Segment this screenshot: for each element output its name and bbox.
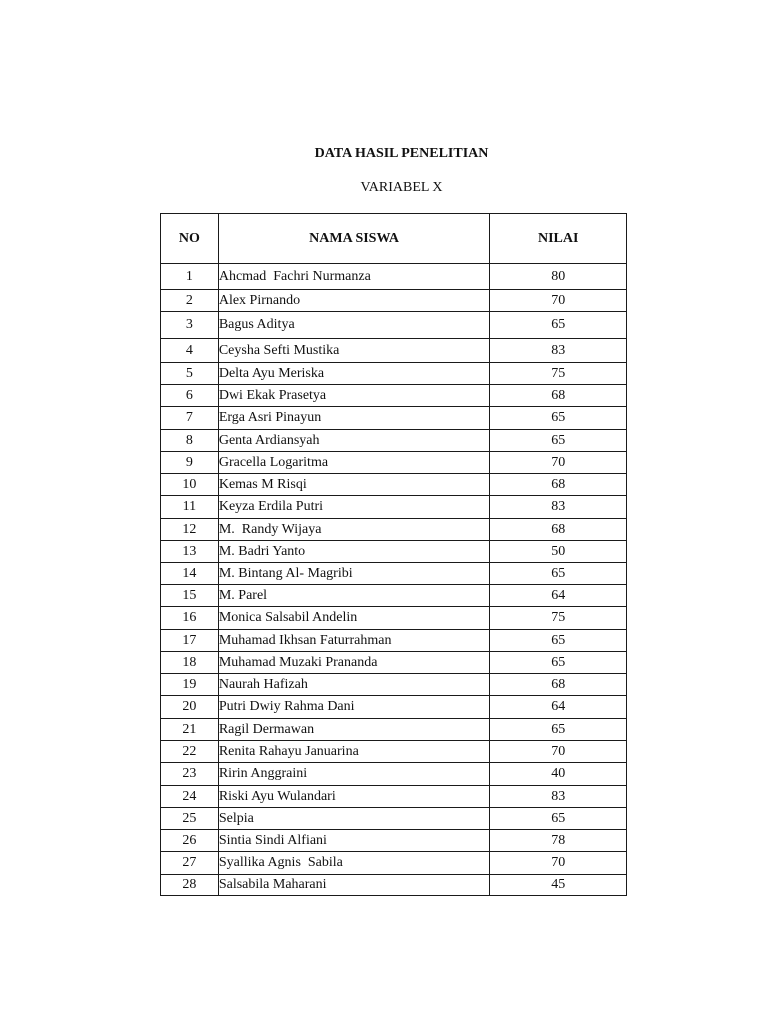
table-row [161,385,627,407]
table-row [161,696,627,719]
table-row [161,339,627,363]
table-row [161,496,627,519]
row-number: 19 [161,674,219,696]
student-score: 64 [490,696,627,719]
row-number: 9 [161,452,219,474]
row-number: 28 [161,875,219,896]
row-number: 25 [161,808,219,830]
document-subtitle: VARIABEL X [360,180,443,195]
student-name: Erga Asri Pinayun [218,407,490,430]
row-number: 7 [161,407,219,430]
table-row [161,363,627,385]
document-title: DATA HASIL PENELITIAN [314,146,489,161]
row-number: 3 [161,312,219,339]
student-score: 65 [490,407,627,430]
student-score: 83 [490,339,627,363]
student-score: 70 [490,852,627,875]
table-body [161,264,627,896]
table-row [161,808,627,830]
row-number: 6 [161,385,219,407]
table-header-row [161,214,627,264]
student-score: 65 [490,312,627,339]
table-row [161,474,627,496]
row-number: 14 [161,563,219,585]
student-score: 80 [490,264,627,290]
row-number: 27 [161,852,219,875]
row-number: 11 [161,496,219,519]
table-row [161,312,627,339]
table-row [161,452,627,474]
student-name: Monica Salsabil Andelin [218,607,490,630]
student-name: Riski Ayu Wulandari [218,786,490,808]
student-name: Ragil Dermawan [218,719,490,741]
student-name: Ceysha Sefti Mustika [218,339,490,363]
table-row [161,430,627,452]
row-number: 8 [161,430,219,452]
student-name: Dwi Ekak Prasetya [218,385,490,407]
student-name: Renita Rahayu Januarina [218,741,490,763]
student-name: M. Bintang Al- Magribi [218,563,490,585]
row-number: 26 [161,830,219,852]
student-name: M. Parel [218,585,490,607]
table-row [161,407,627,430]
student-score: 68 [490,385,627,407]
student-name: Selpia [218,808,490,830]
table-row [161,875,627,896]
student-score: 75 [490,607,627,630]
table-row [161,830,627,852]
row-number: 21 [161,719,219,741]
student-score: 64 [490,585,627,607]
student-name: Putri Dwiy Rahma Dani [218,696,490,719]
row-number: 20 [161,696,219,719]
table-header [161,214,627,264]
student-name: Gracella Logaritma [218,452,490,474]
table-row [161,719,627,741]
student-score: 40 [490,763,627,786]
table-row [161,607,627,630]
student-score: 65 [490,652,627,674]
student-score: 78 [490,830,627,852]
student-score: 75 [490,363,627,385]
student-score: 65 [490,430,627,452]
table-row [161,786,627,808]
student-name: Bagus Aditya [218,312,490,339]
row-number: 22 [161,741,219,763]
student-score: 65 [490,630,627,652]
row-number: 17 [161,630,219,652]
table-row [161,519,627,541]
student-score: 65 [490,563,627,585]
student-name: Kemas M Risqi [218,474,490,496]
row-number: 23 [161,763,219,786]
student-score: 68 [490,519,627,541]
row-number: 2 [161,290,219,312]
student-score: 65 [490,719,627,741]
row-number: 24 [161,786,219,808]
student-score: 83 [490,786,627,808]
row-number: 16 [161,607,219,630]
row-number: 12 [161,519,219,541]
table-row [161,652,627,674]
student-name: Naurah Hafizah [218,674,490,696]
table-row [161,264,627,290]
header-student-name: NAMA SISWA [218,214,490,264]
row-number: 10 [161,474,219,496]
row-number: 4 [161,339,219,363]
student-name: Genta Ardiansyah [218,430,490,452]
student-score: 70 [490,741,627,763]
student-score: 65 [490,808,627,830]
student-name: Sintia Sindi Alfiani [218,830,490,852]
row-number: 13 [161,541,219,563]
student-name: M. Badri Yanto [218,541,490,563]
header-no: NO [161,214,219,264]
table-row [161,674,627,696]
table-row [161,541,627,563]
student-score: 83 [490,496,627,519]
table-row [161,290,627,312]
table-row [161,585,627,607]
student-name: M. Randy Wijaya [218,519,490,541]
student-score: 50 [490,541,627,563]
row-number: 15 [161,585,219,607]
student-name: Alex Pirnando [218,290,490,312]
row-number: 1 [161,264,219,290]
student-score: 68 [490,674,627,696]
row-number: 18 [161,652,219,674]
student-name: Syallika Agnis Sabila [218,852,490,875]
table-row [161,741,627,763]
student-name: Muhamad Ikhsan Faturrahman [218,630,490,652]
table-row [161,563,627,585]
student-name: Keyza Erdila Putri [218,496,490,519]
student-score: 45 [490,875,627,896]
student-name: Ahcmad Fachri Nurmanza [218,264,490,290]
research-data-table [160,213,627,896]
student-name: Delta Ayu Meriska [218,363,490,385]
student-name: Salsabila Maharani [218,875,490,896]
table-row [161,852,627,875]
table-row [161,630,627,652]
student-score: 68 [490,474,627,496]
header-score: NILAI [490,214,627,264]
student-score: 70 [490,290,627,312]
student-score: 70 [490,452,627,474]
row-number: 5 [161,363,219,385]
student-name: Muhamad Muzaki Prananda [218,652,490,674]
table-row [161,763,627,786]
student-name: Ririn Anggraini [218,763,490,786]
